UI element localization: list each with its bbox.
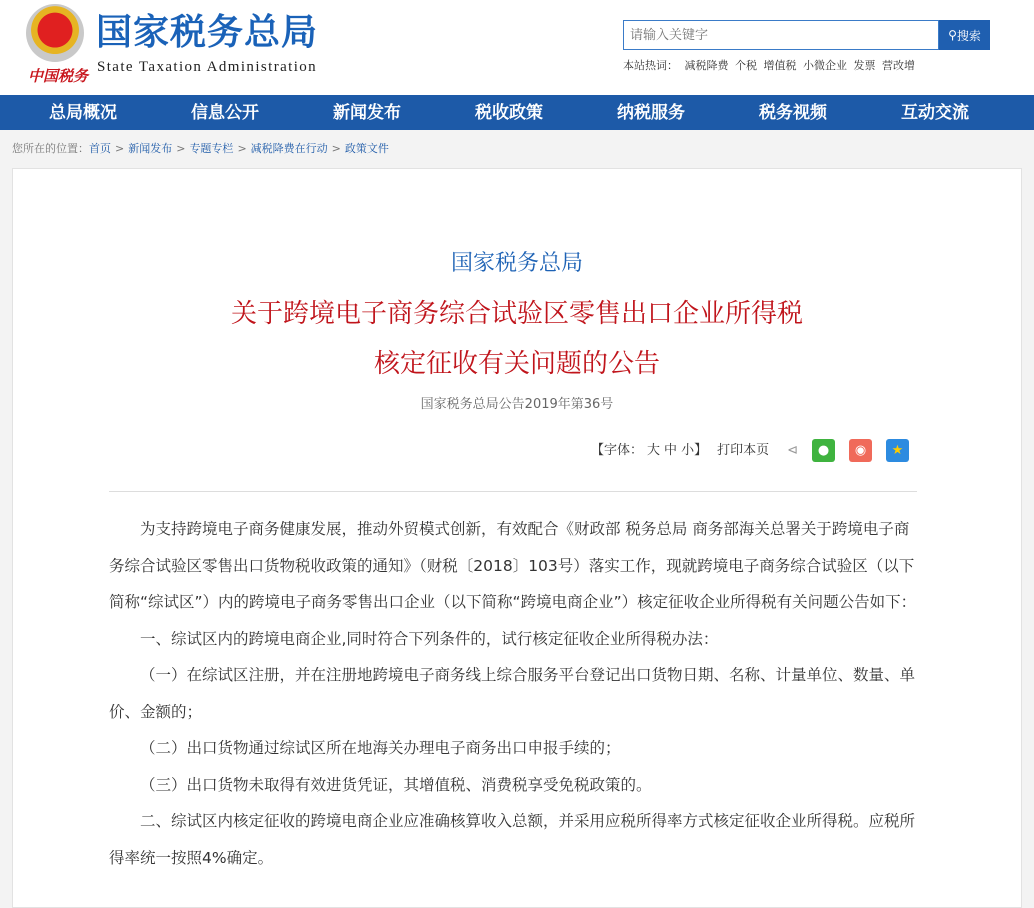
article-title-line: 核定征收有关问题的公告 bbox=[373, 349, 660, 379]
search-input[interactable] bbox=[623, 20, 939, 50]
paragraph: （二）出口货物通过综试区所在地海关办理电子商务出口申报手续的； bbox=[140, 739, 621, 757]
share-icon[interactable]: ⊲ bbox=[787, 443, 798, 458]
nav-item[interactable]: 互动交流 bbox=[901, 103, 969, 123]
breadcrumb-link[interactable]: 首页 bbox=[89, 142, 111, 155]
font-size-label: 【字体： bbox=[591, 443, 644, 458]
site-header bbox=[0, 0, 1034, 95]
paragraph: （三）出口货物未取得有效进货凭证，其增值税、消费税享受免税政策的。 bbox=[140, 775, 652, 794]
breadcrumb-link[interactable]: 专题专栏 bbox=[189, 142, 234, 155]
weibo-icon[interactable]: ◉ bbox=[849, 439, 872, 462]
qzone-icon[interactable]: ★ bbox=[886, 439, 909, 462]
breadcrumb-sep: > bbox=[331, 142, 341, 155]
breadcrumb-link[interactable]: 减税降费在行动 bbox=[250, 142, 328, 155]
font-medium-button[interactable]: 中 bbox=[664, 443, 678, 458]
wechat-icon[interactable]: ● bbox=[812, 439, 835, 462]
divider bbox=[109, 491, 917, 492]
font-small-button[interactable]: 小】 bbox=[681, 443, 708, 458]
paragraph: 二、综试区内核定征收的跨境电商企业应准确核算收入总额，并采用应税所得率方式核定征收企业所得税。应税所得率统一按照4%确定。 bbox=[109, 812, 916, 867]
breadcrumb-label: 您所在的位置： bbox=[12, 142, 89, 155]
site-subtitle: State Taxation Administration bbox=[97, 59, 318, 75]
search-icon: ⚲ bbox=[948, 28, 957, 42]
hot-word-link[interactable]: 减税降费 bbox=[684, 59, 729, 72]
article-title-line: 关于跨境电子商务综合试验区零售出口企业所得税 bbox=[230, 299, 803, 329]
breadcrumb-link[interactable]: 新闻发布 bbox=[128, 142, 173, 155]
hot-word-link[interactable]: 发票 bbox=[853, 59, 876, 72]
nav-item[interactable]: 税务视频 bbox=[759, 103, 827, 123]
search-button[interactable] bbox=[939, 20, 990, 50]
print-button[interactable]: 打印本页 bbox=[717, 443, 770, 458]
breadcrumb bbox=[0, 130, 1034, 167]
hot-word-link[interactable]: 营改增 bbox=[882, 59, 915, 72]
document-number: 国家税务总局公告2019年第36号 bbox=[420, 397, 614, 412]
nav-item[interactable]: 纳税服务 bbox=[617, 103, 685, 123]
hot-word-link[interactable]: 小微企业 bbox=[803, 59, 847, 72]
article-title bbox=[13, 289, 1021, 389]
hot-word-link[interactable]: 个税 bbox=[735, 59, 757, 72]
paragraph: 为支持跨境电子商务健康发展，推动外贸模式创新，有效配合《财政部 税务总局 商务部海关总署关于跨境电子商务综合试验区零售出口货物税收政策的通知》（财税〔2018〕103号）落实工作，现就跨境电子商务综合试验区（以下简称“综试区”）内的跨境电子商务零售出口企业（以下简称“跨境电商企业”）核定征收企业所得税有关问题公告如下： bbox=[109, 520, 917, 611]
national-emblem-logo bbox=[26, 4, 84, 62]
article-org: 国家税务总局 bbox=[450, 251, 583, 276]
article-tools bbox=[587, 439, 909, 462]
article-container bbox=[12, 168, 1022, 908]
nav-item[interactable]: 新闻发布 bbox=[333, 103, 401, 123]
breadcrumb-sep: > bbox=[115, 142, 125, 155]
main-nav bbox=[0, 95, 1034, 130]
nav-item[interactable]: 总局概况 bbox=[49, 103, 117, 123]
hot-words bbox=[623, 58, 918, 74]
hot-words-label: 本站热词： bbox=[623, 59, 678, 72]
nav-item[interactable]: 税收政策 bbox=[475, 103, 543, 123]
emblem-text: 中国税务 bbox=[28, 67, 89, 85]
nav-item[interactable]: 信息公开 bbox=[191, 103, 259, 123]
paragraph: （一）在综试区注册，并在注册地跨境电子商务线上综合服务平台登记出口货物日期、名称、计量单位、数量、单价、金额的； bbox=[109, 666, 916, 721]
breadcrumb-sep: > bbox=[237, 142, 247, 155]
article-body bbox=[109, 511, 919, 876]
breadcrumb-link[interactable]: 政策文件 bbox=[344, 142, 389, 155]
hot-word-link[interactable]: 增值税 bbox=[763, 59, 797, 72]
paragraph: 一、综试区内的跨境电商企业,同时符合下列条件的，试行核定征收企业所得税办法： bbox=[140, 629, 719, 648]
search-bar bbox=[623, 20, 990, 50]
site-title[interactable]: 国家税务总局 bbox=[96, 12, 319, 53]
font-large-button[interactable]: 大 bbox=[647, 443, 661, 458]
breadcrumb-sep: > bbox=[176, 142, 186, 155]
search-button-label: 搜索 bbox=[956, 28, 981, 43]
